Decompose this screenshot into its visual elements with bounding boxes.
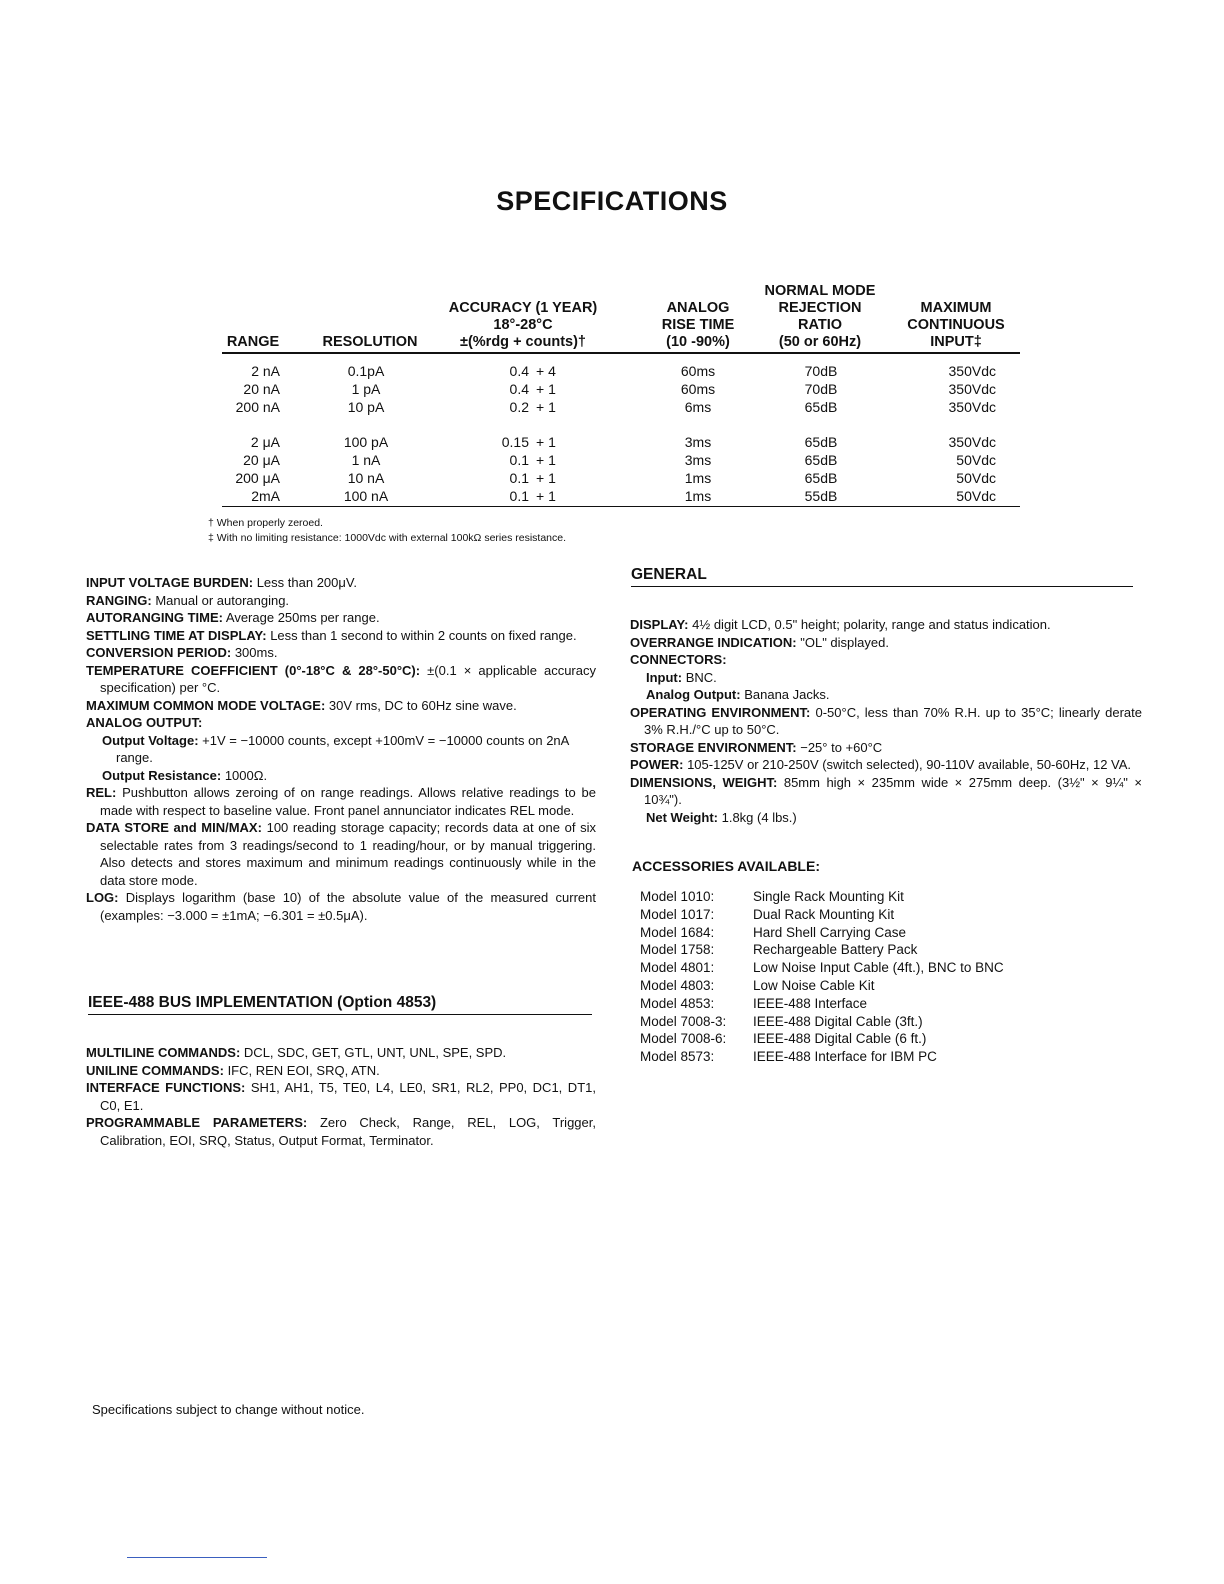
table-row: [222, 433, 1020, 451]
spec-item: OPERATING ENVIRONMENT: 0-50°C, less than 70% R.H. up to 35°C; linearly derate 3% R.H./°C up to 50°C.: [630, 704, 1142, 737]
cell-range: 200 nA: [235, 399, 280, 415]
cell-accuracy-pct: 0.1: [509, 452, 529, 468]
accessory-desc: IEEE-488 Digital Cable (3ft.): [753, 1013, 923, 1029]
cell-accuracy-counts: + 1: [536, 399, 556, 415]
accessory-desc: Hard Shell Carrying Case: [753, 924, 907, 940]
accessory-model: Model 1017:: [640, 906, 715, 922]
general-heading: GENERAL: [631, 566, 1133, 587]
connectors-label: CONNECTORS:: [630, 652, 727, 667]
accessory-model: Model 7008-3:: [640, 1013, 727, 1029]
cell-range: 20 μA: [243, 452, 280, 468]
cell-max-input: 350Vdc: [948, 363, 996, 379]
cell-max-input: 50Vdc: [956, 470, 996, 486]
output-resistance: Output Resistance: 1000Ω.: [102, 767, 268, 783]
cell-accuracy-counts: + 1: [536, 452, 556, 468]
cell-nmrr: 65dB: [804, 452, 838, 468]
spec-table-body: [222, 354, 1020, 507]
accessory-model: Model 1758:: [640, 942, 715, 958]
analog-output-label: ANALOG OUTPUT:: [86, 715, 203, 730]
net-weight: Net Weight: 1.8kg (4 lbs.): [646, 809, 797, 825]
spec-item: SETTLING TIME AT DISPLAY: Less than 1 second to within 2 counts on fixed range.: [86, 627, 577, 643]
cell-resolution: 1 pA: [351, 381, 381, 397]
cell-max-input: 350Vdc: [948, 381, 996, 397]
cell-resolution: 1 nA: [351, 452, 381, 468]
cell-accuracy-counts: + 1: [536, 434, 556, 450]
cell-max-input: 50Vdc: [956, 488, 996, 504]
spec-item: MAXIMUM COMMON MODE VOLTAGE: 30V rms, DC to 60Hz sine wave.: [86, 697, 517, 713]
cell-accuracy-pct: 0.4: [509, 381, 529, 397]
spec-item: RANGING: Manual or autoranging.: [86, 592, 290, 608]
cell-nmrr: 70dB: [804, 363, 838, 379]
cell-max-input: 350Vdc: [948, 434, 996, 450]
cell-rise-time: 1ms: [684, 488, 712, 504]
accessory-model: Model 8573:: [640, 1049, 715, 1065]
table-bottom-rule: [222, 506, 1020, 507]
accessory-desc: IEEE-488 Digital Cable (6 ft.): [753, 1031, 927, 1047]
spec-table: [222, 282, 1020, 507]
accessory-desc: IEEE-488 Interface for IBM PC: [753, 1049, 937, 1065]
spec-item: TEMPERATURE COEFFICIENT (0°-18°C & 28°-50°C): ±(0.1 × applicable accuracy specification) per °C.: [86, 662, 596, 695]
cell-nmrr: 65dB: [804, 399, 838, 415]
cell-accuracy-pct: 0.4: [509, 363, 529, 379]
accessory-model: Model 1010:: [640, 889, 715, 904]
spec-item: STORAGE ENVIRONMENT: −25° to +60°C: [630, 739, 883, 755]
spec-item: INPUT VOLTAGE BURDEN: Less than 200μV.: [86, 575, 357, 590]
cell-resolution: 100 nA: [343, 488, 389, 504]
cell-range: 20 nA: [243, 381, 280, 397]
table-row: [222, 469, 1020, 487]
spec-item: LOG: Displays logarithm (base 10) of the absolute value of the measured current (examples: −3.000 = ±1mA; −6.301 = ±0.5μA).: [86, 890, 596, 923]
table-footnotes: [208, 516, 566, 546]
cell-rise-time: 3ms: [684, 434, 712, 450]
cell-range: 200 μA: [235, 470, 280, 486]
spec-item: DISPLAY: 4½ digit LCD, 0.5" height; polarity, range and status indication.: [630, 617, 1051, 632]
spec-item: OVERRANGE INDICATION: "OL" displayed.: [630, 634, 889, 650]
header-nmrr: NORMAL MODE REJECTION RATIO (50 or 60Hz): [764, 283, 876, 350]
divider: [127, 1557, 267, 1558]
general-section: [630, 616, 1142, 826]
table-row: [222, 398, 1020, 416]
cell-accuracy-counts: + 1: [536, 381, 556, 397]
cell-rise-time: 1ms: [684, 470, 712, 486]
spec-item: POWER: 105-125V or 210-250V (switch selected), 90-110V available, 50-60Hz, 12 VA.: [630, 757, 1132, 772]
spec-item: AUTORANGING TIME: Average 250ms per range.: [86, 610, 380, 625]
cell-rise-time: 3ms: [684, 452, 712, 468]
left-column: [86, 574, 596, 924]
accessory-desc: Rechargeable Battery Pack: [753, 942, 918, 958]
cell-rise-time: 60ms: [680, 381, 716, 397]
footnote: † When properly zeroed.: [208, 517, 323, 529]
accessory-model: Model 7008-6:: [640, 1031, 727, 1047]
accessory-model: Model 4801:: [640, 960, 715, 976]
cell-resolution: 0.1pA: [347, 363, 385, 379]
accessory-desc: Low Noise Input Cable (4ft.), BNC to BNC: [753, 960, 1004, 976]
cell-max-input: 350Vdc: [948, 399, 996, 415]
accessory-desc: IEEE-488 Interface: [753, 995, 868, 1011]
spec-group-nanoamp: [222, 362, 1020, 416]
cell-nmrr: 65dB: [804, 470, 838, 486]
header-max-input: MAXIMUM CONTINUOUS INPUT‡: [907, 300, 1005, 350]
header-resolution: RESOLUTION: [322, 334, 418, 350]
header-rise-time: ANALOG RISE TIME (10 -90%): [661, 300, 735, 350]
spec-item: DIMENSIONS, WEIGHT: 85mm high × 235mm wide × 275mm deep. (3½" × 9¼" × 10¾").: [630, 774, 1142, 807]
cell-nmrr: 65dB: [804, 434, 838, 450]
footnote: ‡ With no limiting resistance: 1000Vdc with external 100kΩ series resistance.: [208, 532, 567, 544]
ieee-section-heading: IEEE-488 BUS IMPLEMENTATION (Option 4853): [88, 994, 592, 1015]
cell-accuracy-counts: + 1: [536, 488, 556, 504]
accessory-model: Model 1684:: [640, 924, 715, 940]
cell-range: 2 μA: [250, 434, 280, 450]
cell-rise-time: 6ms: [684, 399, 712, 415]
table-row: [222, 487, 1020, 505]
accessory-model: Model 4853:: [640, 995, 715, 1011]
spec-item: REL: Pushbutton allows zeroing of on range readings. Allows relative readings to be made with respect to baseline value. Front panel annunciator indicates REL mode.: [86, 785, 596, 818]
accessory-model: Model 4803:: [640, 977, 715, 993]
cell-resolution: 10 pA: [347, 399, 385, 415]
page-title: SPECIFICATIONS: [496, 186, 728, 216]
cell-accuracy-pct: 0.1: [509, 488, 529, 504]
table-row: [222, 451, 1020, 469]
cell-nmrr: 70dB: [804, 381, 838, 397]
spec-table-header: [222, 282, 1020, 354]
spec-item: DATA STORE and MIN/MAX: 100 reading storage capacity; records data at one of six selectable rates from 3 readings/second to 1 reading/hour, or by manual triggering. Also detects and stores maximum and minimum readings continuously while in the data store mode.: [86, 820, 596, 888]
accessory-desc: Single Rack Mounting Kit: [753, 889, 904, 904]
footer-note: Specifications subject to change without notice.: [92, 1402, 365, 1417]
spec-item: CONVERSION PERIOD: 300ms.: [86, 645, 278, 660]
connector-input: Input: BNC.: [646, 669, 717, 685]
cell-accuracy-counts: + 4: [536, 363, 556, 379]
cell-rise-time: 60ms: [680, 363, 716, 379]
header-accuracy: ACCURACY (1 YEAR) 18°-28°C ±(%rdg + counts)†: [448, 300, 598, 350]
connector-analog: Analog Output: Banana Jacks.: [646, 687, 830, 702]
cell-accuracy-pct: 0.15: [501, 434, 529, 450]
cell-accuracy-counts: + 1: [536, 470, 556, 486]
spec-item: MULTILINE COMMANDS: DCL, SDC, GET, GTL, UNT, UNL, SPE, SPD.: [86, 1045, 507, 1060]
ieee-section: [86, 1044, 596, 1149]
table-row: [222, 380, 1020, 398]
cell-nmrr: 55dB: [804, 488, 838, 504]
spec-item: INTERFACE FUNCTIONS: SH1, AH1, T5, TE0, L4, LE0, SR1, RL2, PP0, DC1, DT1, C0, E1.: [86, 1080, 596, 1113]
accessory-desc: Dual Rack Mounting Kit: [753, 906, 895, 922]
cell-range: 2 nA: [251, 363, 280, 379]
accessory-desc: Low Noise Cable Kit: [753, 977, 875, 993]
output-voltage: Output Voltage: +1V = −10000 counts, except +100mV = −10000 counts on 2nA range.: [102, 732, 569, 765]
spec-item: PROGRAMMABLE PARAMETERS: Zero Check, Range, REL, LOG, Trigger, Calibration, EOI, SRQ, Status, Output Format, Terminator.: [86, 1115, 596, 1148]
accessories-heading: ACCESSORIES AVAILABLE:: [632, 858, 820, 874]
spec-item: UNILINE COMMANDS: IFC, REN EOI, SRQ, ATN.: [86, 1062, 380, 1078]
cell-accuracy-pct: 0.1: [509, 470, 529, 486]
cell-resolution: 10 nA: [347, 470, 385, 486]
cell-accuracy-pct: 0.2: [509, 399, 529, 415]
cell-max-input: 50Vdc: [956, 452, 996, 468]
table-row: [222, 362, 1020, 380]
cell-range: 2mA: [251, 488, 280, 504]
header-range: RANGE: [226, 334, 280, 350]
cell-resolution: 100 pA: [343, 434, 389, 450]
spec-group-microamp: [222, 433, 1020, 505]
